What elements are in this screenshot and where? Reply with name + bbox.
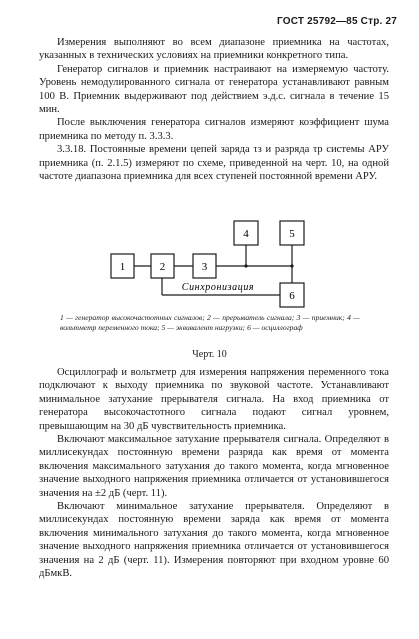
figure-caption: 1 — генератор высокочастотных сигналов; 2 — прерыватель сигнала; 3 — приемник; 4 — вольтметр переменного тока; 5 — эквивалент нагрузки; 6 — осциллограф (60, 313, 360, 332)
paragraph: Измерения выполняют во всем диапазоне приемника на частотах, указанных в технических условиях на приемники конкретного типа. (39, 37, 389, 62)
box-6 (280, 283, 304, 307)
box-5-label: 5 (289, 228, 295, 240)
paragraph: 3.3.18. Постоянные времени цепей заряда τз и разряда τр системы АРУ приемника (п. 2.1.5) измеряют по схеме, приведенной на черт. 10, на одной частоте диапазона приемника для всех ступеней постоянной времени АРУ. (39, 144, 389, 183)
sync-label: Синхронизация (181, 282, 255, 293)
box-1-label: 1 (119, 261, 126, 273)
paragraph: Включают минимальное затухание прерывателя. Определяют в миллисекундах постоянную времени заряда как время от момента включения минимального затухания до такого момента, когда мгновенное значение выходного напряжения приемника отличается от установившегося значения на 2 дБ (черт. 11). Измерения повторяют при входном уровне 60 дБмкВ. (39, 501, 389, 580)
paragraph: После выключения генератора сигналов измеряют коэффициент шума приемника по методу п. 3.3.3. (39, 117, 389, 142)
box-4 (234, 221, 258, 245)
box-2-label: 2 (159, 261, 166, 273)
figure-title: Черт. 10 (192, 349, 227, 360)
paragraph: Включают максимальное затухание прерывателя сигнала. Определяют в миллисекундах постоянную времени разряда как время от момента включения максимального затухания до такого момента, когда мгновенное значение выходного напряжения приемника отличается от установившегося значения на ±2 дБ (черт. 11). (39, 434, 389, 499)
box-6-label: 6 (289, 290, 295, 302)
text-block-bottom (39, 366, 389, 581)
box-4-label: 4 (243, 228, 249, 240)
box-1 (111, 254, 134, 278)
paragraph: Осциллограф и вольтметр для измерения напряжения переменного тока подключают к выходу приемника по звуковой частоте. Устанавливают минимальное затухание прерывателя сигнала. На вход приемника от генератора высокочастотного сигнала подают сигнал уровнем, превышающим на 30 дБ чувствительность приемника. (39, 367, 389, 432)
page-header: ГОСТ 25792—85 Стр. 27 (277, 16, 397, 27)
box-2 (151, 254, 174, 278)
text-block-top (39, 36, 389, 183)
box-3-label: 3 (201, 261, 208, 273)
box-5 (280, 221, 304, 245)
paragraph: Генератор сигналов и приемник настраивают на измеряемую частоту. Уровень немодулированного сигнала от генератора устанавливают равным 100 В. Приемник выдерживают под действием э.д.с. сигнала в течение 15 мин. (39, 63, 389, 116)
box-3 (193, 254, 216, 278)
